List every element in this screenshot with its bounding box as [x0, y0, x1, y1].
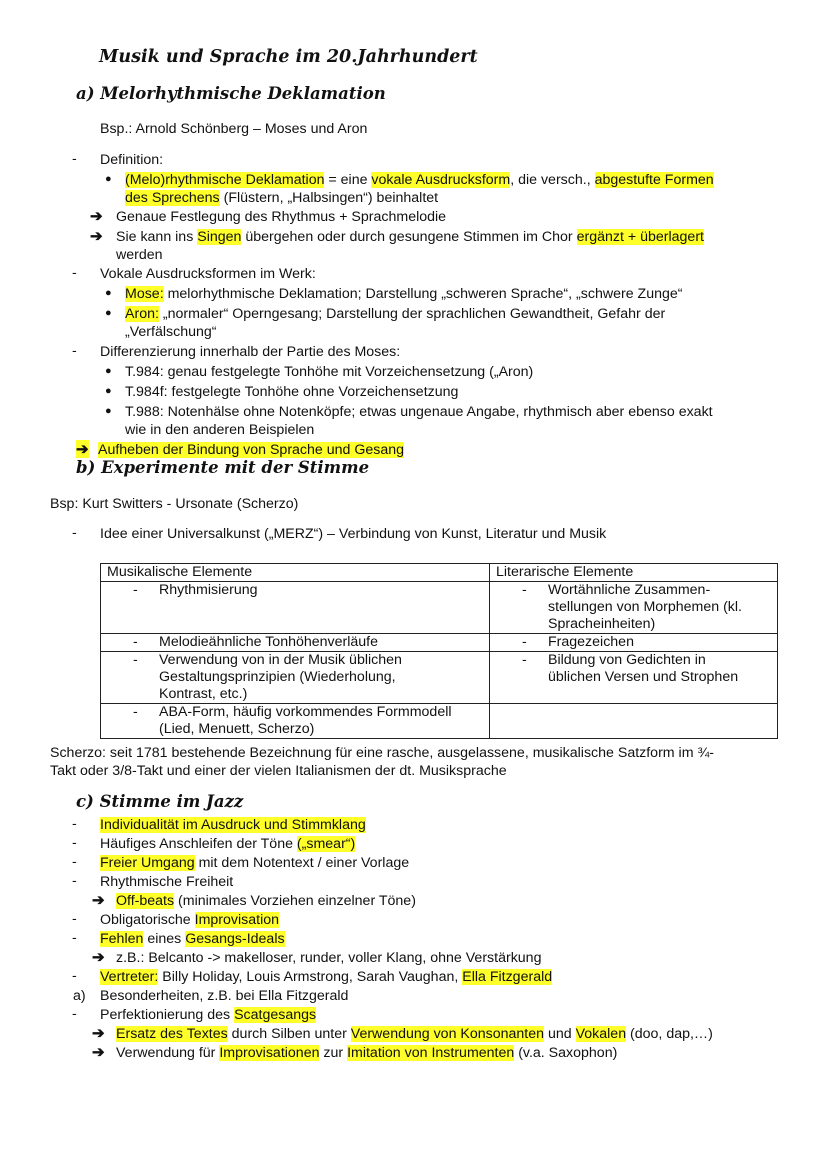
scherzo-note-line1: Scherzo: seit 1781 bestehende Bezeichnung für eine rasche, ausgelassene, musikalische Satzform im ¾- [50, 745, 715, 761]
table-header-row [101, 564, 778, 582]
highlight: Improvisationen [219, 1045, 320, 1061]
highlight: Aufheben der Bindung von Sprache und Gesang [98, 442, 405, 458]
jazz-item-7 [100, 968, 552, 986]
cell-text: Wortähnliche Zusammen- [548, 582, 711, 598]
cell-item: - Bildung von Gedichten in üblichen Versen und Strophen [522, 652, 739, 685]
jazz-item-9a [116, 1025, 713, 1043]
cell-item: - Fragezeichen [522, 634, 634, 650]
bullet-marker: ● [105, 405, 112, 417]
text-span: (v.a. Saxophon) [514, 1045, 618, 1061]
arrow-item-2-cont: werden [116, 247, 163, 263]
t988-item-cont: wie in den anderen Beispielen [125, 422, 315, 438]
jazz-item-6a: z.B.: Belcanto -> makelloser, runder, voller Klang, ohne Verstärkung [116, 950, 542, 966]
text-span: Obligatorische [100, 912, 195, 928]
section-b-example: Bsp: Kurt Switters - Ursonate (Scherzo) [50, 496, 299, 512]
text-span: (doo, dap,…) [626, 1026, 713, 1042]
highlight: Ella Fitzgerald [462, 969, 553, 985]
highlight: Fehlen [100, 931, 144, 947]
page-title: Musik und Sprache im 20.Jahrhundert [99, 47, 478, 67]
aron-item-cont: „Verfälschung“ [125, 324, 217, 340]
highlight: Gesangs-Ideals [185, 931, 285, 947]
arrow-icon: ➔ [76, 441, 89, 458]
table-cell [101, 652, 490, 704]
highlight: Verwendung von Konsonanten [350, 1026, 545, 1042]
dash-marker: - [72, 151, 77, 167]
dash-marker: - [72, 968, 77, 984]
highlight: Freier Umgang [100, 855, 195, 871]
dash-marker: - [72, 1006, 77, 1022]
highlight: Singen [197, 229, 242, 245]
cell-text: Melodieähnliche Tonhöhenverläufe [159, 634, 379, 650]
table-cell [101, 704, 490, 739]
cell-text: Verwendung von in der Musik üblichen [159, 652, 402, 668]
cell-text: Spracheinheiten) [548, 616, 656, 632]
highlight: Improvisation [194, 912, 280, 928]
table-row [101, 652, 778, 704]
highlight: vokale Ausdrucksform [371, 172, 511, 188]
table-row [101, 582, 778, 634]
table-cell [490, 652, 778, 704]
dash-marker: - [72, 911, 77, 927]
highlight: Scatgesangs [234, 1007, 317, 1023]
bullet-marker: ● [105, 173, 112, 185]
section-a-conclusion [98, 441, 404, 459]
cell-text: (Lied, Menuett, Scherzo) [159, 721, 315, 737]
table-row [101, 704, 778, 739]
merz-idea: Idee einer Universalkunst („MERZ“) – Verbindung von Kunst, Literatur und Musik [100, 526, 607, 542]
jazz-item-4a [116, 892, 416, 910]
dash-marker: - [72, 873, 77, 889]
jazz-item-4: Rhythmische Freiheit [100, 874, 234, 890]
highlight: („smear“) [296, 836, 356, 852]
jazz-item-2 [100, 835, 355, 853]
aron-item [125, 305, 665, 323]
arrow-icon: ➔ [92, 892, 105, 909]
dash-marker: - [72, 816, 77, 832]
definition-text-line1 [125, 171, 714, 189]
highlight: Off-beats [116, 893, 175, 909]
jazz-item-6 [100, 930, 285, 948]
arrow-item-1: Genaue Festlegung des Rhythmus + Sprachmelodie [116, 209, 447, 225]
jazz-item-1 [100, 816, 366, 834]
dash-marker: - [72, 854, 77, 870]
cell-text: Rhythmisierung [159, 582, 258, 598]
highlight: Mose: [125, 286, 164, 302]
cell-text: Bildung von Gedichten in [548, 652, 706, 668]
t984-item: T.984: genau festgelegte Tonhöhe mit Vorzeichensetzung („Aron) [125, 364, 534, 380]
table-header-right: Literarische Elemente [490, 564, 778, 582]
section-b-heading: b) Experimente mit der Stimme [76, 458, 370, 477]
arrow-icon: ➔ [92, 949, 105, 966]
text-span: Häufiges Anschleifen der Töne [100, 836, 297, 852]
text-span: durch Silben unter [227, 1026, 351, 1042]
arrow-icon: ➔ [92, 1025, 105, 1042]
table-cell [490, 704, 778, 739]
text-span: (minimales Vorziehen einzelner Töne) [174, 893, 416, 909]
bullet-marker: ● [105, 287, 112, 299]
vokal-label: Vokale Ausdrucksformen im Werk: [100, 266, 316, 282]
jazz-item-5 [100, 911, 279, 929]
t984f-item: T.984f: festgelegte Tonhöhe ohne Vorzeichensetzung [125, 384, 459, 400]
highlight: ergänzt + überlagert [576, 229, 704, 245]
jazz-item-8-marker: a) [73, 988, 86, 1004]
highlight: (Melo)rhythmische Deklamation [125, 172, 325, 188]
bullet-marker: ● [105, 307, 112, 319]
table-cell [490, 634, 778, 652]
text-span: (Flüstern, „Halbsingen“) beinhaltet [219, 190, 439, 206]
cell-item: - ABA-Form, häufig vorkommendes Formmodell (Lied, Menuett, Scherzo) [133, 704, 452, 737]
table-header-left: Musikalische Elemente [101, 564, 490, 582]
arrow-icon: ➔ [90, 208, 103, 225]
bullet-marker: ● [105, 385, 112, 397]
table-cell [101, 582, 490, 634]
diff-label: Differenzierung innerhalb der Partie des Moses: [100, 344, 401, 360]
section-a-example: Bsp.: Arnold Schönberg – Moses und Aron [100, 121, 368, 137]
highlight: Aron: [125, 306, 159, 322]
arrow-icon: ➔ [90, 228, 103, 245]
arrow-icon: ➔ [92, 1044, 105, 1061]
section-a-heading: a) Melorhythmische Deklamation [76, 84, 386, 103]
cell-text: Gestaltungsprinzipien (Wiederholung, [159, 669, 396, 685]
highlight: des Sprechens [125, 190, 220, 206]
dash-marker: - [72, 343, 77, 359]
dash-marker: - [72, 930, 77, 946]
scherzo-note-line2: Takt oder 3/8-Takt und einer der vielen Italianismen der dt. Musiksprache [50, 763, 507, 779]
text-span: und [544, 1026, 576, 1042]
cell-text: stellungen von Morphemen (kl. [548, 599, 742, 615]
text-span: = eine [324, 172, 372, 188]
cell-text: Fragezeichen [548, 634, 634, 650]
cell-text: ABA-Form, häufig vorkommendes Formmodell [159, 704, 452, 720]
text-span: melorhythmische Deklamation; Darstellung „schweren Sprache“, „schwere Zunge“ [163, 286, 683, 302]
text-span: übergehen oder durch gesungene Stimmen im Chor [241, 229, 577, 245]
definition-label: Definition: [100, 152, 164, 168]
dash-marker: - [72, 835, 77, 851]
text-span: mit dem Notentext / einer Vorlage [194, 855, 410, 871]
text-span: „normaler“ Operngesang; Darstellung der sprachlichen Gewandtheit, Gefahr der [158, 306, 666, 322]
arrow-item-2 [116, 228, 704, 246]
jazz-item-9 [100, 1006, 316, 1024]
text-span: , die versch., [510, 172, 595, 188]
cell-item: - Melodieähnliche Tonhöhenverläufe [133, 634, 379, 650]
mose-item [125, 285, 682, 303]
highlight: Vertreter: [100, 969, 159, 985]
text-span: eines [143, 931, 186, 947]
text-span: Billy Holiday, Louis Armstrong, Sarah Vaughan, [158, 969, 463, 985]
highlight: abgestufte Formen [594, 172, 714, 188]
text-span: zur [319, 1045, 348, 1061]
table-row [101, 634, 778, 652]
t988-item: T.988: Notenhälse ohne Notenköpfe; etwas ungenaue Angabe, rhythmisch aber ebenso exakt [125, 404, 713, 420]
cell-item: - Rhythmisierung [133, 582, 258, 598]
cell-item: - Verwendung von in der Musik üblichen Gestaltungsprinzipien (Wiederholung, Kontrast, etc.) [133, 652, 402, 702]
table-cell [490, 582, 778, 634]
cell-text: üblichen Versen und Strophen [548, 669, 739, 685]
cell-text: Kontrast, etc.) [159, 686, 248, 702]
definition-text-line2 [125, 189, 438, 207]
jazz-item-8: Besonderheiten, z.B. bei Ella Fitzgerald [100, 988, 349, 1004]
cell-item: - Wortähnliche Zusammen- stellungen von Morphemen (kl. Spracheinheiten) [522, 582, 742, 632]
jazz-item-3 [100, 854, 409, 872]
highlight: Imitation von Instrumenten [347, 1045, 515, 1061]
highlight: Vokalen [575, 1026, 627, 1042]
highlight: Individualität im Ausdruck und Stimmklang [100, 817, 366, 833]
text-span: Sie kann ins [116, 229, 198, 245]
bullet-marker: ● [105, 365, 112, 377]
jazz-item-9b [116, 1044, 617, 1062]
table-cell [101, 634, 490, 652]
text-span: Verwendung für [116, 1045, 220, 1061]
dash-marker: - [72, 265, 77, 281]
elements-table [100, 563, 778, 739]
dash-marker: - [72, 525, 77, 541]
highlight: Ersatz des Textes [116, 1026, 228, 1042]
text-span: Perfektionierung des [100, 1007, 235, 1023]
section-c-heading: c) Stimme im Jazz [76, 792, 244, 811]
